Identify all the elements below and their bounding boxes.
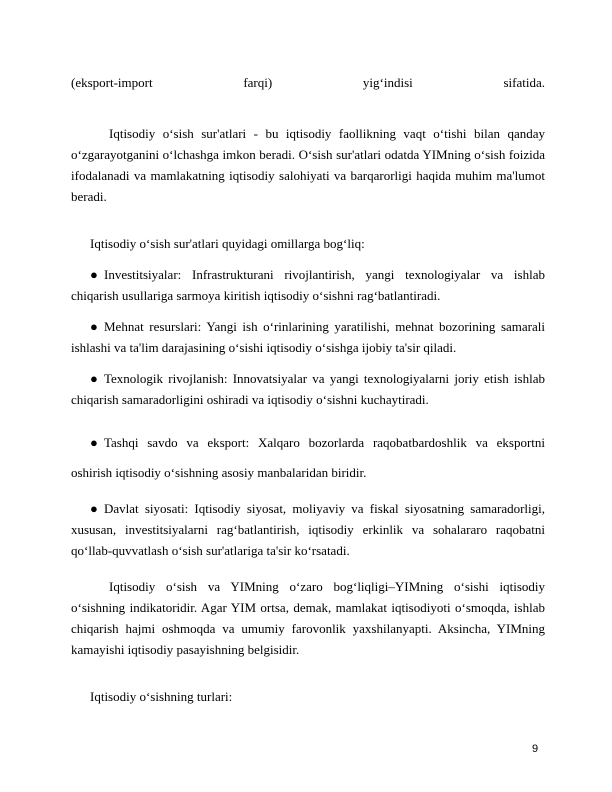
intro-word: farqi): [243, 75, 273, 90]
bullet-item: [71, 498, 545, 561]
bullet-text: Davlat siyosati: Iqtisodiy siyosat, moliyaviy va fiskal siyosatning samaradorligi, xususan, investitsiyalarni rag‘batlantirish, iqtisodiy erkinlik va sohalararo raqobatni qo‘llab-quvvatlash o‘sish sur'atlariga ta'sir ko‘rsatadi.: [71, 501, 545, 558]
bullet-item: [71, 428, 545, 488]
bullet-icon: ●: [90, 371, 98, 386]
bullet-text: Texnologik rivojlanish: Innovatsiyalar va yangi texnologiyalarni joriy etish ishlab chiqarish samaradorligini oshiradi va iqtisodiy o‘sishni kuchaytiradi.: [71, 371, 545, 407]
bullet-text: Mehnat resurslari: Yangi ish o‘rinlarining yaratilishi, mehnat bozorining samarali ishlashi va ta'lim darajasining o‘sishi iqtisodiy o‘sishga ijobiy ta'sir qiladi.: [71, 319, 545, 355]
definition-paragraph: Iqtisodiy o‘sish sur'atlari - bu iqtisodiy faollikning vaqt o‘tishi bilan qanday o‘zgarayotganini o‘lchashga imkon beradi. O‘sish sur'atlari odatda YIMning o‘sish foizida ifodalanadi va mamlakatning iqtisodiy salohiyati va barqarorligi haqida muhim ma'lumot beradi.: [71, 126, 545, 204]
intro-word: (eksport-import: [71, 75, 153, 90]
types-heading: Iqtisodiy o‘sishning turlari:: [90, 689, 233, 704]
intro-word: yig‘indisi: [362, 75, 413, 90]
page-number: 9: [532, 743, 539, 755]
bullet-icon: ●: [90, 319, 98, 334]
factors-heading: Iqtisodiy o‘sish sur'atlari quyidagi omillarga bog‘liq:: [90, 236, 365, 251]
bullet-icon: ●: [90, 267, 98, 282]
bullet-item: [71, 316, 545, 358]
intro-word: sifatida.: [503, 75, 545, 90]
bullet-item: [71, 368, 545, 410]
bullet-text: Tashqi savdo va eksport: Xalqaro bozorlarda raqobatbardoshlik va eksportni oshirish iqtisodiy o‘sishning asosiy manbalaridan biridir.: [71, 435, 545, 480]
intro-line: [71, 72, 545, 93]
bullet-icon: ●: [90, 501, 98, 516]
gdp-paragraph: Iqtisodiy o‘sish va YIMning o‘zaro bog‘liqligi–YIMning o‘sishi iqtisodiy o‘sishning indikatoridir. Agar YIM ortsa, demak, mamlakat iqtisodiyoti o‘smoqda, ishlab chiqarish hajmi oshmoqda va umumiy farovonlik yaxshilanyapti. Aksincha, YIMning kamayishi iqtisodiy pasayishning belgisidir.: [71, 579, 545, 657]
bullet-item: [71, 264, 545, 306]
bullet-text: Investitsiyalar: Infrastrukturani rivojlantirish, yangi texnologiyalar va ishlab chiqarish usullariga sarmoya kiritish iqtisodiy o‘sishni rag‘batlantiradi.: [71, 267, 545, 303]
bullet-icon: ●: [90, 435, 98, 450]
